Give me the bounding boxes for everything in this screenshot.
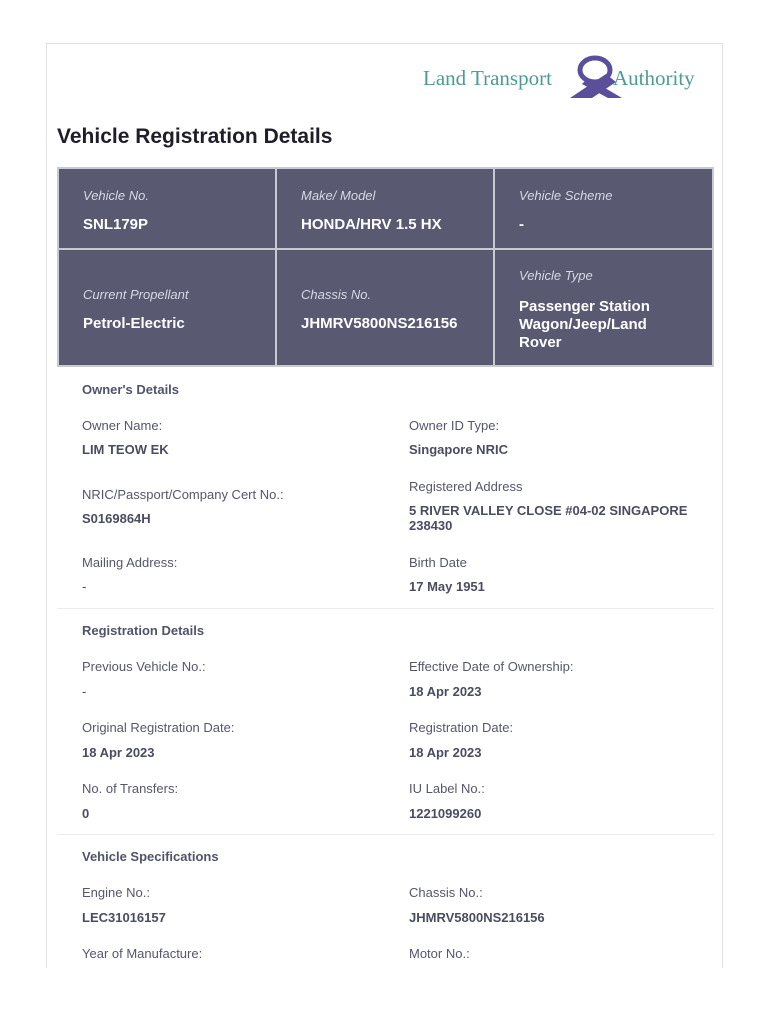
vehicle-scheme-value: -	[519, 216, 524, 233]
propellant-label: Current Propellant	[83, 287, 189, 302]
iu-label-value: 1221099260	[409, 806, 482, 821]
previous-vehicle-value: -	[82, 684, 87, 699]
logo-text-right: Authority	[613, 66, 695, 90]
vehicle-no-cell	[59, 169, 275, 248]
previous-vehicle-label: Previous Vehicle No.:	[82, 659, 206, 674]
make-model-value: HONDA/HRV 1.5 HX	[301, 216, 442, 233]
specs-chassis-value: JHMRV5800NS216156	[409, 910, 545, 925]
vehicle-scheme-cell	[495, 169, 712, 248]
vehicle-type-value: Passenger Station Wagon/Jeep/Land Rover	[519, 298, 650, 351]
vehicle-type-label: Vehicle Type	[519, 268, 593, 283]
engine-no-label: Engine No.:	[82, 885, 150, 900]
make-model-cell	[277, 169, 493, 248]
nric-label: NRIC/Passport/Company Cert No.:	[82, 487, 284, 502]
registered-address-value: 5 RIVER VALLEY CLOSE #04-02 SINGAPORE 238430	[409, 503, 688, 533]
specs-chassis-label: Chassis No.:	[409, 885, 483, 900]
mailing-address-label: Mailing Address:	[82, 555, 178, 570]
effective-date-value: 18 Apr 2023	[409, 684, 482, 699]
year-manufacture-label: Year of Manufacture:	[82, 946, 203, 961]
vehicle-type-cell	[495, 250, 712, 365]
reg-date-label: Registration Date:	[409, 720, 514, 735]
make-model-label: Make/ Model	[301, 188, 376, 203]
owner-section-title: Owner's Details	[82, 382, 180, 397]
original-reg-date-label: Original Registration Date:	[82, 720, 235, 735]
vehicle-scheme-label: Vehicle Scheme	[519, 188, 613, 203]
vehicle-summary-grid	[57, 167, 714, 367]
vehicle-specifications-section	[57, 834, 714, 968]
propellant-value: Petrol-Electric	[83, 315, 185, 332]
propellant-cell	[59, 250, 275, 365]
reg-date-value: 18 Apr 2023	[409, 745, 482, 760]
transfers-value: 0	[82, 806, 90, 821]
original-reg-date-value: 18 Apr 2023	[82, 745, 155, 760]
specs-section-title: Vehicle Specifications	[82, 849, 219, 864]
owner-details-section	[57, 367, 714, 608]
registration-details-section	[57, 608, 714, 835]
chassis-value: JHMRV5800NS216156	[301, 315, 458, 332]
owner-id-type-value: Singapore NRIC	[409, 442, 508, 457]
mailing-address-value: -	[82, 579, 87, 594]
chassis-label: Chassis No.	[301, 287, 372, 302]
transfers-label: No. of Transfers:	[82, 781, 179, 796]
effective-date-label: Effective Date of Ownership:	[409, 659, 574, 674]
registration-card	[46, 43, 723, 968]
page-title: Vehicle Registration Details	[57, 125, 333, 148]
lta-logo	[423, 52, 719, 102]
owner-id-type-label: Owner ID Type:	[409, 418, 500, 433]
chassis-cell	[277, 250, 493, 365]
motor-no-label: Motor No.:	[409, 946, 470, 961]
owner-name-label: Owner Name:	[82, 418, 163, 433]
registered-address-label: Registered Address	[409, 479, 523, 494]
vehicle-no-value: SNL179P	[83, 216, 149, 233]
iu-label-label: IU Label No.:	[409, 781, 485, 796]
vehicle-no-label: Vehicle No.	[83, 188, 149, 203]
nric-value: S0169864H	[82, 511, 151, 526]
birth-date-value: 17 May 1951	[409, 579, 485, 594]
registration-section-title: Registration Details	[82, 623, 205, 638]
logo-text-left: Land Transport	[423, 66, 552, 90]
birth-date-label: Birth Date	[409, 555, 467, 570]
owner-name-value: LIM TEOW EK	[82, 442, 169, 457]
engine-no-value: LEC31016157	[82, 910, 166, 925]
